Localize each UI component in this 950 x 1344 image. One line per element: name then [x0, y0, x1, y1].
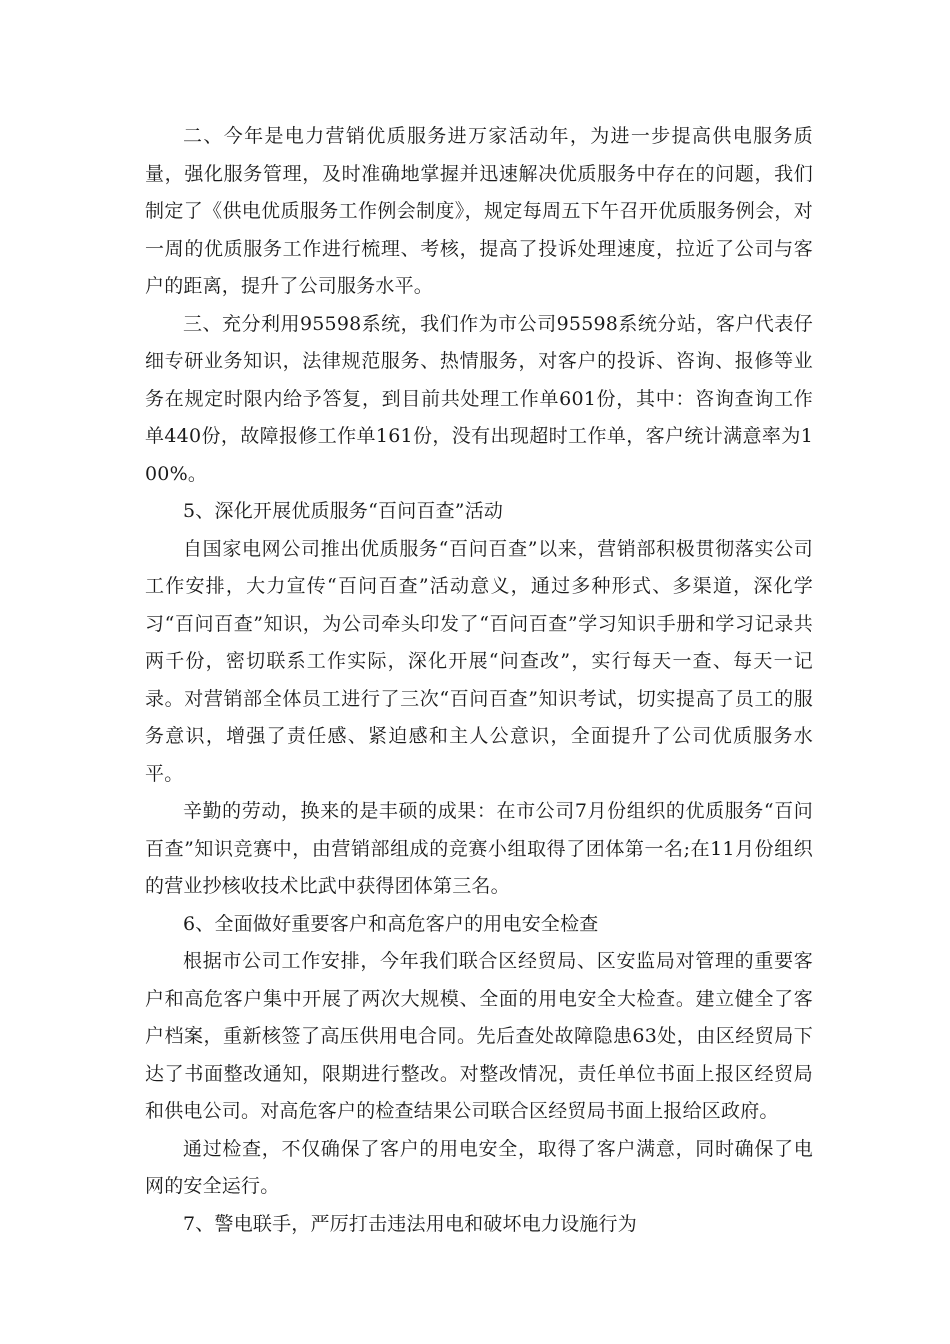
paragraph-service-meeting: 二、今年是电力营销优质服务进万家活动年，为进一步提高供电服务质量，强化服务管理，及时准确地掌握并迅速解决优质服务中存在的问题，我们制定了《供电优质服务工作例会制度》，规定每周五下午召开优质服务例会，对一周的优质服务工作进行梳理、考核，提高了投诉处理速度，拉近了公司与客户的距离，提升了公司服务水平。: [145, 125, 813, 297]
paragraph-95598-system: 三、充分利用95598系统，我们作为市公司95598系统分站，客户代表仔细专研业务知识，法律规范服务、热情服务，对客户的投诉、咨询、报修等业务在规定时限内给予答复，到目前共处理工作单601份，其中：咨询查询工作单440份，故障报修工作单161份，没有出现超时工作单，客户统计满意率为100%。: [145, 312, 813, 485]
paragraph-safety-inspection: 根据市公司工作安排，今年我们联合区经贸局、区安监局对管理的重要客户和高危客户集中开展了两次大规模、全面的用电安全大检查。建立健全了客户档案，重新核签了高压供用电合同。先后查处故障隐患63处，由区经贸局下达了书面整改通知，限期进行整改。对整改情况，责任单位书面上报区经贸局和供电公司。对高危客户的检查结果公司联合区经贸局书面上报给区政府。: [145, 950, 813, 1122]
paragraph-baiwen-baicha: 自国家电网公司推出优质服务“百问百查”以来，营销部积极贯彻落实公司工作安排，大力宣传“百问百查”活动意义，通过多种形式、多渠道，深化学习“百问百查”知识，为公司牵头印发了“百问百查”学习知识手册和学习记录共两千份，密切联系工作实际，深化开展“问查改”，实行每天一查、每天一记录。对营销部全体员工进行了三次“百问百查”知识考试，切实提高了员工的服务意识，增强了责任感、紧迫感和主人公意识，全面提升了公司优质服务水平。: [145, 537, 813, 785]
paragraph-inspection-outcome: 通过检查，不仅确保了客户的用电安全，取得了客户满意，同时确保了电网的安全运行。: [145, 1137, 813, 1197]
section-heading-5: 5、深化开展优质服务“百问百查”活动: [183, 500, 504, 522]
paragraph-results: 辛勤的劳动，换来的是丰硕的成果：在市公司7月份组织的优质服务“百问百查”知识竞赛中，由营销部组成的竞赛小组取得了团体第一名;在11月份组织的营业抄核收技术比武中获得团体第三名。: [145, 800, 813, 897]
document-body: [145, 118, 813, 1243]
section-heading-7: 7、警电联手，严厉打击违法用电和破坏电力设施行为: [183, 1212, 637, 1235]
section-heading-6: 6、全面做好重要客户和高危客户的用电安全检查: [183, 912, 599, 935]
